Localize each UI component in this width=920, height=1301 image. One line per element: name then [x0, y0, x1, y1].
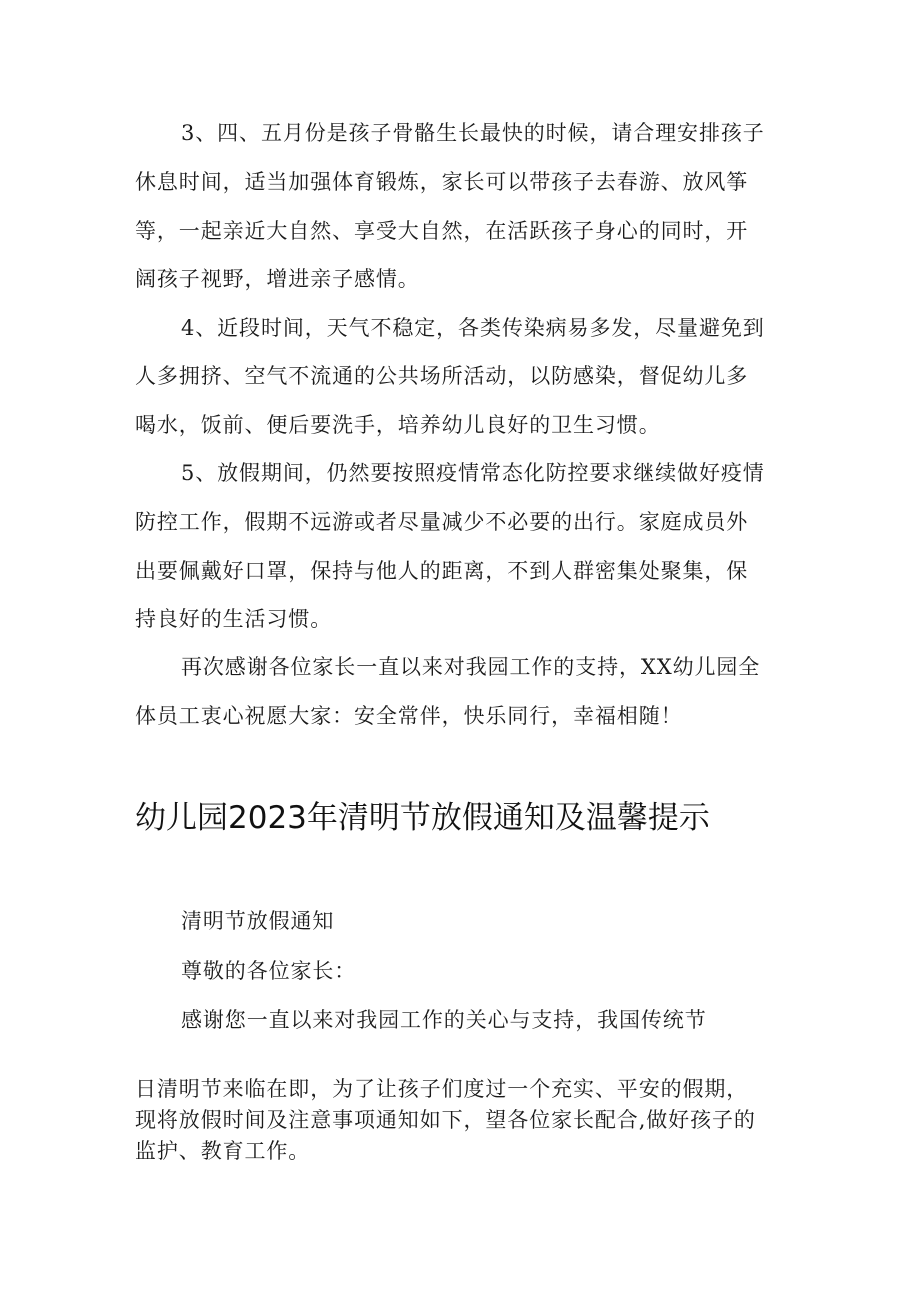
paragraph-line: 体员工衷心祝愿大家：安全常伴，快乐同行，幸福相随！ [135, 704, 683, 728]
paragraph-line: 休息时间，适当加强体育锻炼，家长可以带孩子去春游、放风筝 [135, 170, 749, 194]
section-title: 幼儿园2023年清明节放假通知及温馨提示 [135, 800, 710, 836]
paragraph-line: 喝水，饭前、便后要洗手，培养幼儿良好的卫生习惯。 [135, 413, 661, 437]
paragraph-line: 5、放假期间，仍然要按照疫情常态化防控要求继续做好疫情 [181, 461, 765, 485]
paragraph-line: 现将放假时间及注意事项通知如下，望各位家长配合,做好孩子的 [135, 1108, 756, 1132]
paragraph-line: 阔孩子视野，增进亲子感情。 [135, 267, 420, 291]
paragraph-line: 人多拥挤、空气不流通的公共场所活动，以防感染，督促幼儿多 [135, 364, 749, 388]
paragraph-line: 再次感谢各位家长一直以来对我园工作的支持，XX幼儿园全 [181, 655, 761, 679]
paragraph-line: 日清明节来临在即，为了让孩子们度过一个充实、平安的假期， [135, 1077, 749, 1101]
salutation: 尊敬的各位家长： [181, 959, 357, 983]
paragraph-line: 出要佩戴好口罩，保持与他人的距离，不到人群密集处聚集，保 [135, 559, 749, 583]
paragraph-line: 4、近段时间，天气不稳定，各类传染病易多发，尽量避免到 [181, 316, 765, 340]
paragraph-line: 感谢您一直以来对我园工作的关心与支持，我国传统节 [181, 1008, 707, 1032]
notice-subtitle: 清明节放假通知 [181, 909, 335, 933]
paragraph-line: 防控工作，假期不远游或者尽量减少不必要的出行。家庭成员外 [135, 510, 749, 534]
paragraph-line: 等，一起亲近大自然、享受大自然，在活跃孩子身心的同时，开 [135, 219, 749, 243]
paragraph-line: 持良好的生活习惯。 [135, 607, 333, 631]
paragraph-line: 监护、教育工作。 [135, 1139, 311, 1163]
paragraph-line: 3、四、五月份是孩子骨骼生长最快的时候，请合理安排孩子 [181, 121, 765, 145]
